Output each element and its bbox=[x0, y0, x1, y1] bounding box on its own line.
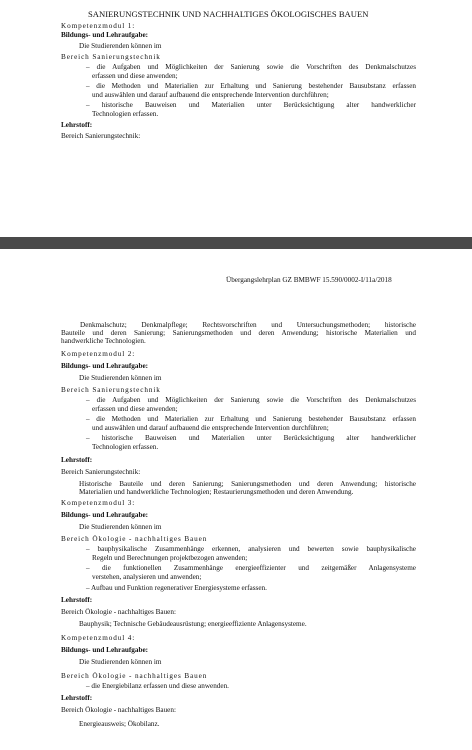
km4-bullet-1: – die Energiebilanz erfassen und diese anwenden. bbox=[86, 682, 229, 690]
km3-lehrstoff-bereich: Bereich Ökologie - nachhaltiges Bauen: bbox=[61, 608, 176, 616]
km2-lehrstoff-line-2: Materialien und handwerkliche Technologien; Restaurierungsmethoden und deren Anwendung. bbox=[79, 488, 354, 496]
km2-bereich: Bereich Sanierungstechnik bbox=[61, 386, 161, 394]
page-header: Übergangslehrplan GZ BMBWF 15.590/0002-I/11a/2018 bbox=[226, 276, 392, 284]
page-separator bbox=[0, 237, 472, 249]
km1-lehrstoff-bereich: Bereich Sanierungstechnik: bbox=[61, 132, 141, 140]
km2-lehrstoff-line-1: Historische Bauteile und deren Sanierung; Sanierungsmethoden und deren Anwendung; historische bbox=[79, 480, 416, 488]
km4-lehrstoff-label: Lehrstoff: bbox=[61, 694, 93, 702]
km3-lehrstoff-line-1: Bauphysik; Technische Gebäudeausrüstung; energieeffiziente Anlagensysteme. bbox=[79, 620, 307, 628]
km4-heading: Kompetenzmodul 4: bbox=[61, 634, 136, 642]
km1-bullet-2: – die Methoden und Materialien zur Erhaltung und Sanierung bestehender Bausubstanz erfassen bbox=[86, 82, 416, 90]
km1-bildungs-label: Bildungs- und Lehraufgabe: bbox=[61, 31, 149, 39]
km3-bullet-1-cont: Regeln und Berechnungen projektbezogen anwenden; bbox=[92, 554, 248, 562]
section-title: SANIERUNGSTECHNIK UND NACHHALTIGES ÖKOLOGISCHES BAUEN bbox=[88, 9, 369, 19]
carry-line-2: Bauteile und deren Sanierung; Sanierungsmethoden und deren Anwendung; historische Materialien und bbox=[61, 329, 416, 337]
km4-bereich: Bereich Ökologie - nachhaltiges Bauen bbox=[61, 672, 208, 680]
document-page-1 bbox=[0, 0, 472, 237]
km4-lehrstoff-line-1: Energieausweis; Ökobilanz. bbox=[79, 720, 160, 728]
km3-bullet-2: – die funktionellen Zusammenhänge energieeffizienter und zeitgemäßer Anlagensysteme bbox=[86, 564, 416, 572]
km3-bildungs-label: Bildungs- und Lehraufgabe: bbox=[61, 511, 149, 519]
km1-bullet-3: – historische Bauweisen und Materialien unter Berücksichtigung alter handwerklicher bbox=[86, 101, 416, 109]
km1-heading: Kompetenzmodul 1: bbox=[61, 22, 136, 30]
document-page-2 bbox=[0, 249, 472, 750]
km3-bullet-3: – Aufbau und Funktion regenerativer Energiesysteme erfassen. bbox=[86, 584, 267, 592]
km1-studierenden: Die Studierenden können im bbox=[79, 42, 162, 50]
km3-heading: Kompetenzmodul 3: bbox=[61, 499, 136, 507]
km1-bullet-1-cont: erfassen und diese anwenden; bbox=[92, 72, 178, 80]
km3-bereich: Bereich Ökologie - nachhaltiges Bauen bbox=[61, 535, 208, 543]
km2-lehrstoff-label: Lehrstoff: bbox=[61, 456, 93, 464]
km3-bullet-1: – bauphysikalische Zusammenhänge erkennen, analysieren und bewerten sowie bauphysikalische bbox=[86, 545, 416, 553]
km3-bullet-2-cont: verstehen, analysieren und anwenden; bbox=[92, 573, 202, 581]
km4-bildungs-label: Bildungs- und Lehraufgabe: bbox=[61, 646, 149, 654]
km2-lehrstoff-bereich: Bereich Sanierungstechnik: bbox=[61, 468, 141, 476]
km2-bullet-1: – die Aufgaben und Möglichkeiten der Sanierung sowie die Vorschriften des Denkmalschutzes bbox=[86, 396, 416, 404]
carry-line-3: handwerkliche Technologien. bbox=[61, 337, 146, 345]
km1-bullet-2-cont: und auswählen und darauf aufbauend die entsprechende Intervention durchführen; bbox=[92, 91, 329, 99]
carry-line-1: Denkmalschutz; Denkmalpflege; Rechtsvorschriften und Untersuchungsmethoden; historische bbox=[80, 321, 416, 329]
km1-bullet-3-cont: Technologien erfassen. bbox=[92, 110, 159, 118]
km1-bullet-1: – die Aufgaben und Möglichkeiten der Sanierung sowie die Vorschriften des Denkmalschutzes bbox=[86, 63, 416, 71]
km2-bullet-2-cont: und auswählen und darauf aufbauend die entsprechende Intervention durchführen; bbox=[92, 424, 329, 432]
km2-heading: Kompetenzmodul 2: bbox=[61, 350, 136, 358]
km1-lehrstoff-label: Lehrstoff: bbox=[61, 121, 93, 129]
km1-bereich: Bereich Sanierungstechnik bbox=[61, 53, 161, 61]
km2-bildungs-label: Bildungs- und Lehraufgabe: bbox=[61, 362, 149, 370]
km2-bullet-1-cont: erfassen und diese anwenden; bbox=[92, 405, 178, 413]
km3-lehrstoff-label: Lehrstoff: bbox=[61, 596, 93, 604]
km2-bullet-3: – historische Bauweisen und Materialien unter Berücksichtigung alter handwerklicher bbox=[86, 434, 416, 442]
km2-bullet-3-cont: Technologien erfassen. bbox=[92, 443, 159, 451]
km4-lehrstoff-bereich: Bereich Ökologie - nachhaltiges Bauen: bbox=[61, 706, 176, 714]
km2-studierenden: Die Studierenden können im bbox=[79, 374, 162, 382]
km2-bullet-2: – die Methoden und Materialien zur Erhaltung und Sanierung bestehender Bausubstanz erfassen bbox=[86, 415, 416, 423]
km4-studierenden: Die Studierenden können im bbox=[79, 658, 162, 666]
km3-studierenden: Die Studierenden können im bbox=[79, 523, 162, 531]
